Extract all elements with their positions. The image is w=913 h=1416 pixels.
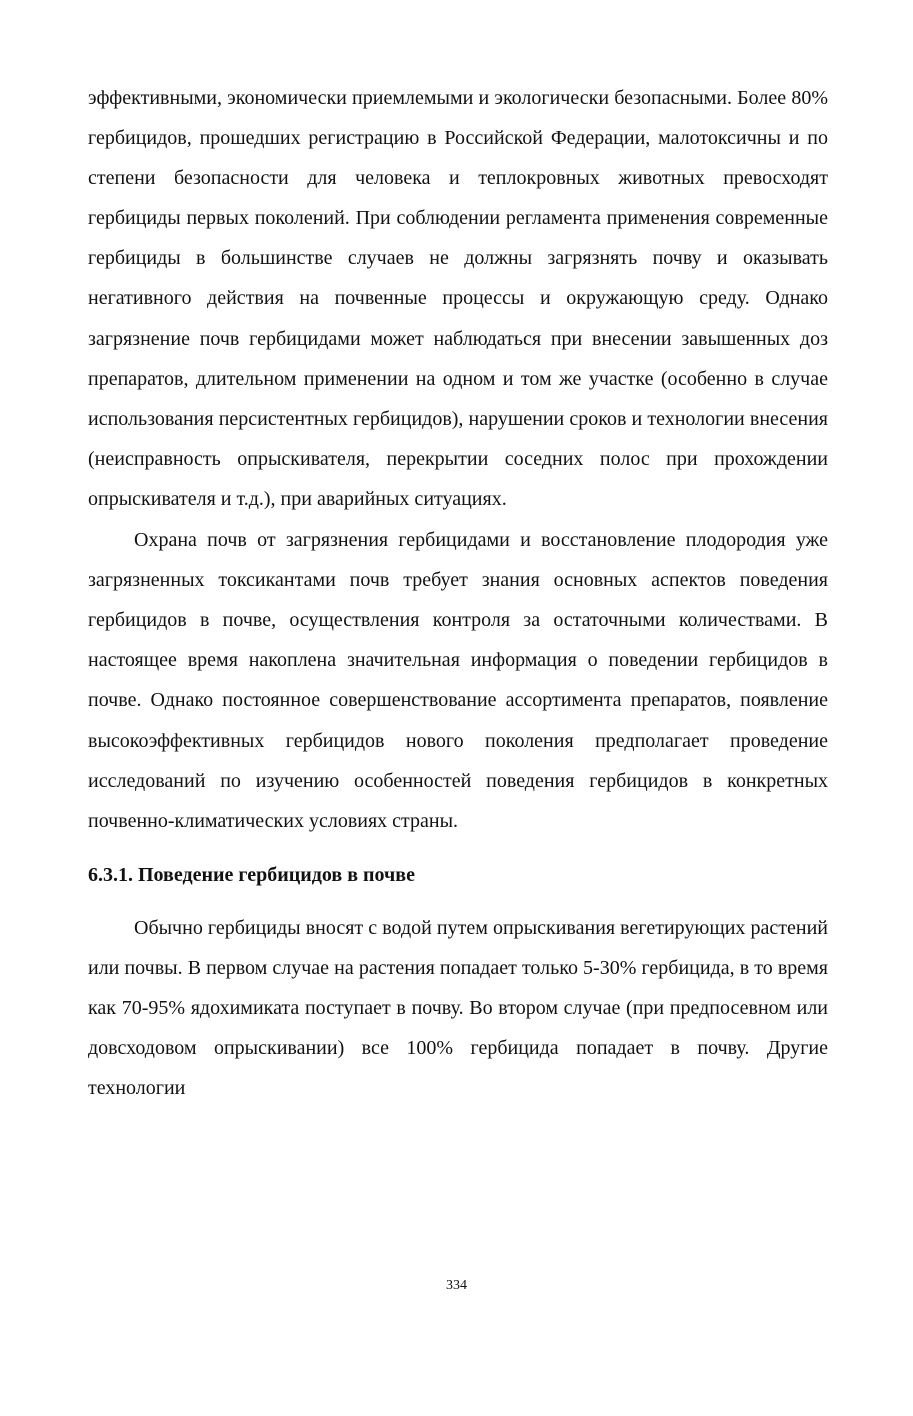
paragraph-soil-protection: Охрана почв от загрязнения гербицидами и восстановление плодородия уже загрязненных токсикантами почв требует знания основных аспектов поведения гербицидов в почве, осуществления контроля за остаточными количествами. В настоящее время накоплена значительная информация о поведении гербицидов в почве. Однако постоянное совершенствование ассортимента препаратов, появление высокоэффективных гербицидов нового поколения предполагает проведение исследований по изучению особенностей поведения гербицидов в конкретных почвенно-климатических условиях страны. [88, 529, 828, 832]
paragraph-herbicide-application: Обычно гербициды вносят с водой путем опрыскивания вегетирующих растений или почвы. В первом случае на растения попадает только 5-30% гербицида, в то время как 70-95% ядохимиката поступает в почву. Во втором случае (при предпосевном или довсходовом опрыскивании) все 100% гербицида попадает в почву. Другие технологии [88, 916, 828, 1100]
page-number: 334 [446, 1278, 467, 1293]
section-heading: 6.3.1. Поведение гербицидов в почве [88, 863, 415, 886]
paragraph-continued: эффективными, экономически приемлемыми и экологически безопасными. Более 80% гербицидов, прошедших регистрацию в Российской Федерации, малотоксичны и по степени безопасности для человека и теплокровных животных превосходят гербициды первых поколений. При соблюдении регламента применения современные гербициды в большинстве случаев не должны загрязнять почву и оказывать негативного действия на почвенные процессы и окружающую среду. Однако загрязнение почв гербицидами может наблюдаться при внесении завышенных доз препаратов, длительном применении на одном и том же участке (особенно в случае использования персистентных гербицидов), нарушении сроков и технологии внесения (неисправность опрыскивателя, перекрытии соседних полос при прохождении опрыскивателя и т.д.), при аварийных ситуациях. [88, 87, 828, 510]
document-page [88, 78, 828, 1108]
